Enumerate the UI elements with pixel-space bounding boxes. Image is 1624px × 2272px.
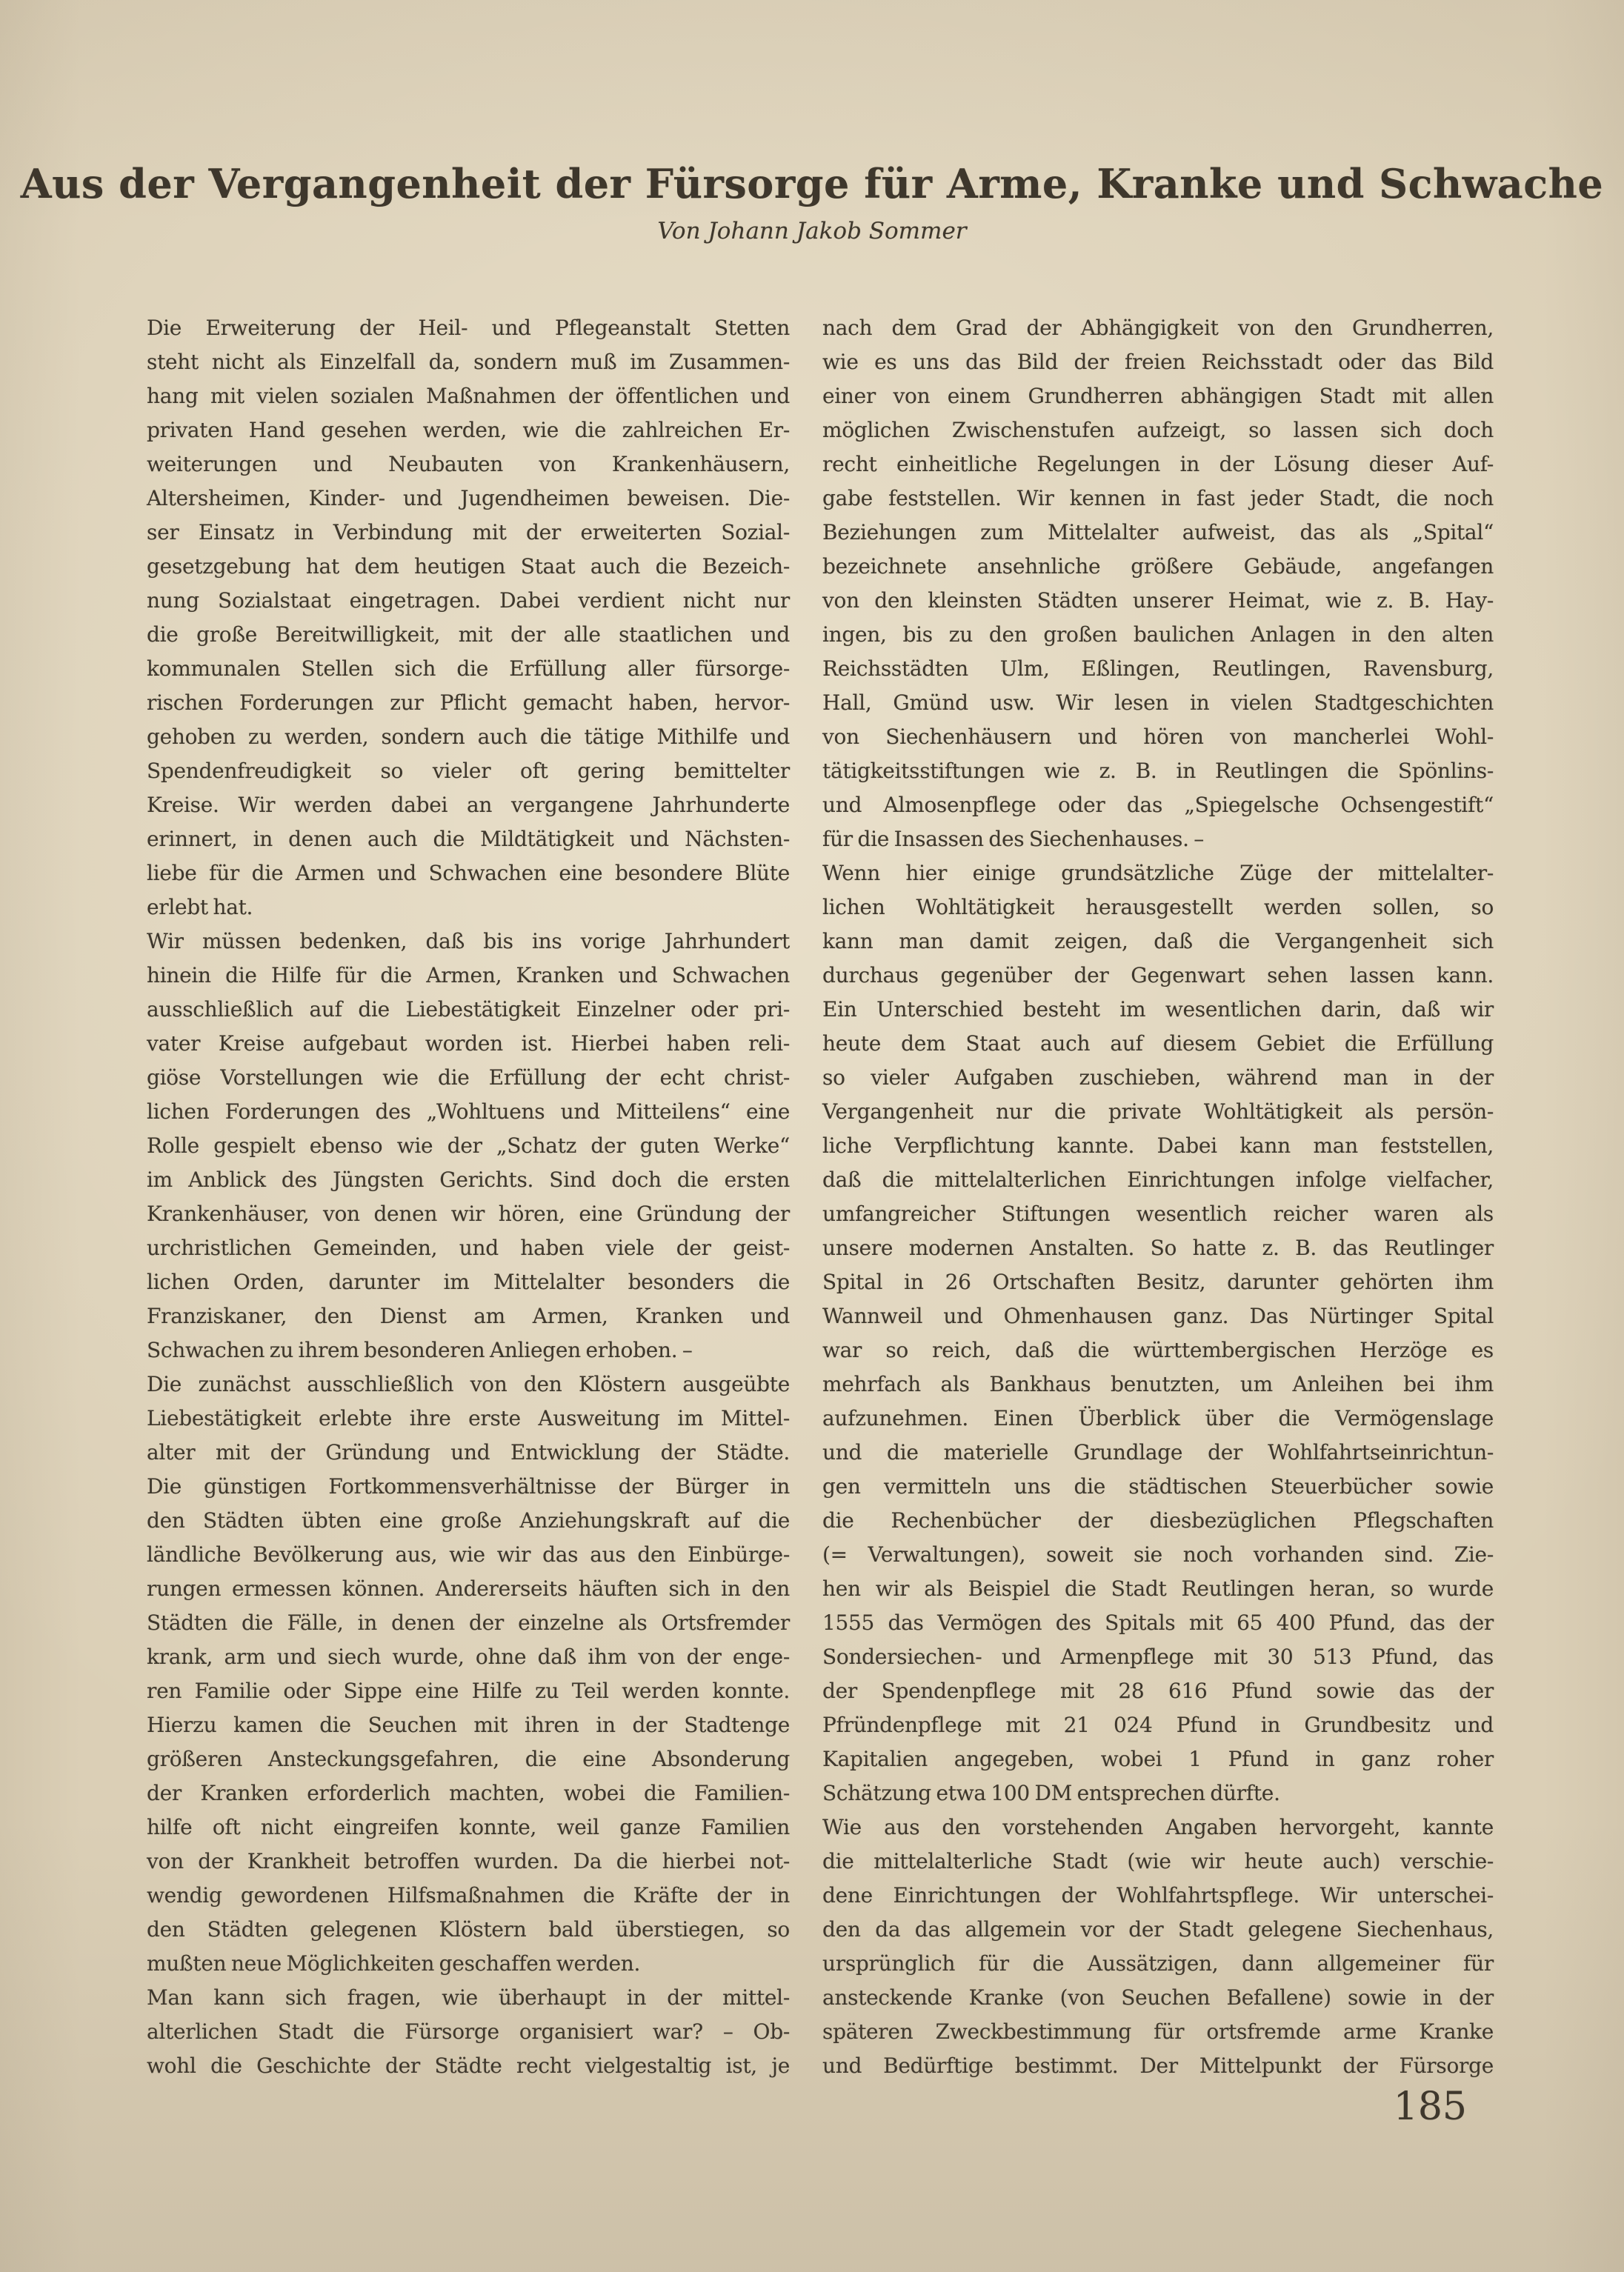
text-line: und Almosenpflege oder das „Spiegelsche Ochsengestift“ xyxy=(822,793,1494,817)
text-line: Wenn hier einige grundsätzliche Züge der mittelalter- xyxy=(822,861,1494,885)
text-line: Hierzu kamen die Seuchen mit ihren in der Stadtenge xyxy=(147,1713,790,1737)
text-line: Kreise. Wir werden dabei an vergangene Jahrhunderte xyxy=(147,793,790,817)
text-line: im Anblick des Jüngsten Gerichts. Sind doch die ersten xyxy=(147,1167,790,1192)
text-line: Die Erweiterung der Heil- und Pflegeanstalt Stetten xyxy=(147,316,790,340)
text-line: alterlichen Stadt die Fürsorge organisiert war? – Ob- xyxy=(147,2019,790,2044)
text-line: von den kleinsten Städten unserer Heimat, wie z. B. Hay- xyxy=(822,588,1494,613)
text-line: liche Verpflichtung kannte. Dabei kann man feststellen, xyxy=(822,1133,1494,1158)
text-line: mußten neue Möglichkeiten geschaffen werden. xyxy=(147,1951,641,1976)
text-line: rungen ermessen können. Andererseits häuften sich in den xyxy=(147,1576,790,1601)
paragraph xyxy=(822,1810,1494,2083)
text-line: heute dem Staat auch auf diesem Gebiet die Erfüllung xyxy=(822,1031,1494,1056)
text-line: Man kann sich fragen, wie überhaupt in der mittel- xyxy=(147,1985,790,2010)
text-line: die große Bereitwilligkeit, mit der alle staatlichen und xyxy=(147,622,790,647)
byline: Von Johann Jakob Sommer xyxy=(657,218,967,244)
text-line: und Bedürftige bestimmt. Der Mittelpunkt der Fürsorge xyxy=(822,2053,1494,2078)
text-line: Schwachen zu ihrem besonderen Anliegen erhoben. – xyxy=(147,1338,693,1362)
text-line: Rolle gespielt ebenso wie der „Schatz der guten Werke“ xyxy=(147,1133,790,1158)
text-line: Liebestätigkeit erlebte ihre erste Ausweitung im Mittel- xyxy=(147,1406,790,1430)
text-line: so vieler Aufgaben zuschieben, während man in der xyxy=(822,1065,1494,1090)
text-line: Reichsstädten Ulm, Eßlingen, Reutlingen, Ravensburg, xyxy=(822,656,1494,681)
text-line: für die Insassen des Siechenhauses. – xyxy=(822,827,1204,851)
text-line: lichen Orden, darunter im Mittelalter besonders die xyxy=(147,1270,790,1294)
page-number: 185 xyxy=(1393,2085,1467,2129)
text-line: steht nicht als Einzelfall da, sondern muß im Zusammen- xyxy=(147,350,790,374)
text-line: Sondersiechen- und Armenpflege mit 30 513 Pfund, das xyxy=(822,1645,1494,1669)
text-line: größeren Ansteckungsgefahren, die eine Absonderung xyxy=(147,1747,790,1771)
text-line: liebe für die Armen und Schwachen eine besondere Blüte xyxy=(147,861,790,885)
text-line: unsere modernen Anstalten. So hatte z. B. das Reutlinger xyxy=(822,1236,1494,1260)
paragraph xyxy=(147,925,790,1367)
text-line: wie es uns das Bild der freien Reichsstadt oder das Bild xyxy=(822,350,1494,374)
column-right xyxy=(822,311,1494,2083)
text-line: durchaus gegenüber der Gegenwart sehen lassen kann. xyxy=(822,963,1494,987)
text-line: gabe feststellen. Wir kennen in fast jeder Stadt, die noch xyxy=(822,486,1494,510)
text-line: wendig gewordenen Hilfsmaßnahmen die Kräfte der in xyxy=(147,1883,790,1908)
text-line: kann man damit zeigen, daß die Vergangenheit sich xyxy=(822,929,1494,953)
text-line: Wir müssen bedenken, daß bis ins vorige Jahrhundert xyxy=(147,929,790,953)
text-line: ser Einsatz in Verbindung mit der erweiterten Sozial- xyxy=(147,520,790,544)
text-line: weiterungen und Neubauten von Krankenhäusern, xyxy=(147,452,790,476)
text-line: lichen Wohltätigkeit herausgestellt werden sollen, so xyxy=(822,895,1494,919)
text-line: urchristlichen Gemeinden, und haben viele der geist- xyxy=(147,1236,790,1260)
text-line: ingen, bis zu den großen baulichen Anlagen in den alten xyxy=(822,622,1494,647)
text-line: vater Kreise aufgebaut worden ist. Hierbei haben reli- xyxy=(147,1031,790,1056)
text-line: Wie aus den vorstehenden Angaben hervorgeht, kannte xyxy=(822,1815,1494,1839)
paragraph xyxy=(147,1367,790,1981)
text-line: erlebt hat. xyxy=(147,895,253,919)
paragraph xyxy=(822,311,1494,856)
text-line: ren Familie oder Sippe eine Hilfe zu Teil werden konnte. xyxy=(147,1679,790,1703)
paragraph xyxy=(147,311,790,925)
text-line: Die zunächst ausschließlich von den Klöstern ausgeübte xyxy=(147,1372,790,1396)
text-line: Städten die Fälle, in denen der einzelne als Ortsfremder xyxy=(147,1610,790,1635)
text-columns xyxy=(147,311,1494,2083)
text-line: Vergangenheit nur die private Wohltätigkeit als persön- xyxy=(822,1099,1494,1124)
text-line: gen vermitteln uns die städtischen Steuerbücher sowie xyxy=(822,1474,1494,1499)
text-line: privaten Hand gesehen werden, wie die zahlreichen Er- xyxy=(147,418,790,442)
text-line: die Rechenbücher der diesbezüglichen Pflegschaften xyxy=(822,1508,1494,1533)
text-line: nach dem Grad der Abhängigkeit von den Grundherren, xyxy=(822,316,1494,340)
text-line: recht einheitliche Regelungen in der Lösung dieser Auf- xyxy=(822,452,1494,476)
text-line: Wannweil und Ohmenhausen ganz. Das Nürtinger Spital xyxy=(822,1304,1494,1328)
text-line: der Kranken erforderlich machten, wobei die Familien- xyxy=(147,1781,790,1805)
text-line: möglichen Zwischenstufen aufzeigt, so lassen sich doch xyxy=(822,418,1494,442)
text-line: wohl die Geschichte der Städte recht vielgestaltig ist, je xyxy=(147,2053,790,2078)
text-line: Die günstigen Fortkommensverhältnisse der Bürger in xyxy=(147,1474,790,1499)
text-line: kommunalen Stellen sich die Erfüllung aller fürsorge- xyxy=(147,656,790,681)
text-line: Kapitalien angegeben, wobei 1 Pfund in ganz roher xyxy=(822,1747,1494,1771)
text-line: hen wir als Beispiel die Stadt Reutlingen heran, so wurde xyxy=(822,1576,1494,1601)
text-line: den Städten übten eine große Anziehungskraft auf die xyxy=(147,1508,790,1533)
text-line: daß die mittelalterlichen Einrichtungen infolge vielfacher, xyxy=(822,1167,1494,1192)
text-line: hang mit vielen sozialen Maßnahmen der öffentlichen und xyxy=(147,384,790,408)
text-line: Spital in 26 Ortschaften Besitz, darunter gehörten ihm xyxy=(822,1270,1494,1294)
text-line: den Städten gelegenen Klöstern bald überstiegen, so xyxy=(147,1917,790,1942)
text-line: ansteckende Kranke (von Seuchen Befallene) sowie in der xyxy=(822,1985,1494,2010)
text-line: Hall, Gmünd usw. Wir lesen in vielen Stadtgeschichten xyxy=(822,690,1494,715)
text-line: Krankenhäuser, von denen wir hören, eine Gründung der xyxy=(147,1202,790,1226)
text-line: alter mit der Gründung und Entwicklung der Städte. xyxy=(147,1440,790,1465)
text-line: dene Einrichtungen der Wohlfahrtspflege. Wir unterschei- xyxy=(822,1883,1494,1908)
text-line: mehrfach als Bankhaus benutzten, um Anleihen bei ihm xyxy=(822,1372,1494,1396)
text-line: hilfe oft nicht eingreifen konnte, weil ganze Familien xyxy=(147,1815,790,1839)
text-line: bezeichnete ansehnliche größere Gebäude, angefangen xyxy=(822,554,1494,579)
text-line: ausschließlich auf die Liebestätigkeit Einzelner oder pri- xyxy=(147,997,790,1022)
text-line: und die materielle Grundlage der Wohlfahrtseinrichtun- xyxy=(822,1440,1494,1465)
text-line: von Siechenhäusern und hören von mancherlei Wohl- xyxy=(822,724,1494,749)
text-line: der Spendenpflege mit 28 616 Pfund sowie das der xyxy=(822,1679,1494,1703)
text-line: nung Sozialstaat eingetragen. Dabei verdient nicht nur xyxy=(147,588,790,613)
column-left xyxy=(147,311,790,2083)
text-line: krank, arm und siech wurde, ohne daß ihm von der enge- xyxy=(147,1645,790,1669)
text-line: ursprünglich für die Aussätzigen, dann allgemeiner für xyxy=(822,1951,1494,1976)
text-line: tätigkeitsstiftungen wie z. B. in Reutlingen die Spönlins- xyxy=(822,759,1494,783)
text-line: Ein Unterschied besteht im wesentlichen darin, daß wir xyxy=(822,997,1494,1022)
paragraph xyxy=(147,1981,790,2083)
text-line: den da das allgemein vor der Stadt gelegene Siechenhaus, xyxy=(822,1917,1494,1942)
text-line: einer von einem Grundherren abhängigen Stadt mit allen xyxy=(822,384,1494,408)
text-line: Pfründenpflege mit 21 024 Pfund in Grundbesitz und xyxy=(822,1713,1494,1737)
text-line: (= Verwaltungen), soweit sie noch vorhanden sind. Zie- xyxy=(822,1542,1494,1567)
text-line: Franziskaner, den Dienst am Armen, Kranken und xyxy=(147,1304,790,1328)
text-line: umfangreicher Stiftungen wesentlich reicher waren als xyxy=(822,1202,1494,1226)
text-line: von der Krankheit betroffen wurden. Da die hierbei not- xyxy=(147,1849,790,1873)
text-line: giöse Vorstellungen wie die Erfüllung der echt christ- xyxy=(147,1065,790,1090)
text-line: hinein die Hilfe für die Armen, Kranken und Schwachen xyxy=(147,963,790,987)
text-line: rischen Forderungen zur Pflicht gemacht haben, hervor- xyxy=(147,690,790,715)
text-line: Beziehungen zum Mittelalter aufweist, das als „Spital“ xyxy=(822,520,1494,544)
text-line: Altersheimen, Kinder- und Jugendheimen beweisen. Die- xyxy=(147,486,790,510)
text-line: lichen Forderungen des „Wohltuens und Mitteilens“ eine xyxy=(147,1099,790,1124)
page-title: Aus der Vergangenheit der Fürsorge für Arme, Kranke und Schwache xyxy=(20,160,1604,208)
text-line: gesetzgebung hat dem heutigen Staat auch die Bezeich- xyxy=(147,554,790,579)
text-line: die mittelalterliche Stadt (wie wir heute auch) verschie- xyxy=(822,1849,1494,1873)
text-line: erinnert, in denen auch die Mildtätigkeit und Nächsten- xyxy=(147,827,790,851)
paragraph xyxy=(822,856,1494,1810)
text-line: 1555 das Vermögen des Spitals mit 65 400 Pfund, das der xyxy=(822,1610,1494,1635)
text-line: späteren Zweckbestimmung für ortsfremde arme Kranke xyxy=(822,2019,1494,2044)
text-line: Schätzung etwa 100 DM entsprechen dürfte. xyxy=(822,1781,1280,1805)
text-line: Spendenfreudigkeit so vieler oft gering bemittelter xyxy=(147,759,790,783)
text-line: aufzunehmen. Einen Überblick über die Vermögenslage xyxy=(822,1406,1494,1430)
text-line: gehoben zu werden, sondern auch die tätige Mithilfe und xyxy=(147,724,790,749)
text-line: war so reich, daß die württembergischen Herzöge es xyxy=(822,1338,1494,1362)
text-line: ländliche Bevölkerung aus, wie wir das aus den Einbürge- xyxy=(147,1542,790,1567)
